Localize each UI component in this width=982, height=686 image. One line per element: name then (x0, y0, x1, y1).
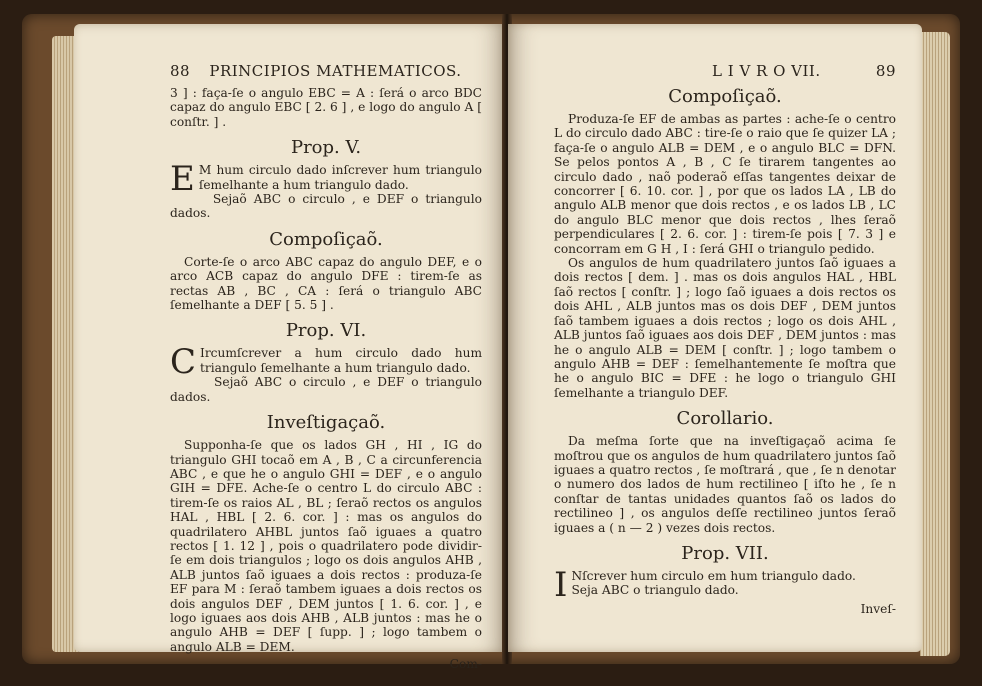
prop6-statement (170, 342, 482, 404)
composition-title-left: Compoſiçaõ. (269, 228, 383, 250)
catchword-right: Inveſ- (860, 601, 896, 616)
right-page (508, 24, 922, 652)
prop5-given: Sejaõ ABC o circulo , e DEF o triangulo dados. (170, 192, 482, 221)
open-book (22, 14, 960, 672)
prop6-title: Prop. VI. (285, 320, 367, 342)
composition-text-right-2: Os angulos de hum quadrilatero juntos ſaõ iguaes a dois rectos [ dem. ] . mas os dois angulos HAL , HBL ſaõ rectos [ conſtr. ] ; logo ſaõ iguaes a dois rectos os dois AHL , ALB juntos mas os dois DEF , DEM juntos ſaõ tambem iguaes a dois rectos ; logo os dois AHL , ALB juntos ſaõ iguaes aos dois DEF , DEM juntos : mas he o angulo ALB = DEM [ conſtr. ] ; logo tambem o angulo AHB = DEF : ſemelhantemente ſe moſtra que he o angulo BIC = DFE : he logo o triangulo GHI ſemelhante a triangulo DEF. (554, 256, 896, 400)
prop6-given: Sejaõ ABC o circulo , e DEF o triangulo dados. (170, 375, 482, 404)
prop5-text: M hum circulo dado inſcrever hum triangulo ſemelhante a hum triangulo dado. (198, 163, 482, 192)
page-number-left: 88 (170, 62, 191, 80)
catchword-left: Com- (449, 657, 482, 672)
prop7-statement (554, 564, 896, 605)
intro-paragraph: 3 ] : faça-ſe o angulo EBC = A : ſerá o arco BDC capaz do angulo EBC [ 2. 6 ] , e logo do angulo A [ conſtr. ] . (170, 86, 482, 129)
prop5-statement (170, 159, 482, 221)
corollary-title: Corollario. (676, 408, 774, 430)
prop6-dropcap: C (170, 342, 197, 383)
running-head-right: L I V R O VII. (712, 62, 821, 80)
investigation-text: Supponha-ſe que os lados GH , HI , IG do triangulo GHI tocaõ em A , B , C a circunferencia ABC , e que he o angulo GHI = DEF , e o angulo GIH = DFE. Ache-ſe o centro L do circulo ABC : tirem-ſe os raios AL , BL ; ſeraõ rectos os angulos HAL , HBL [ 2. 6. cor. ] : mas os angulos do quadrilatero AHBL juntos ſaõ iguaes a quatro rectos [ 1. 12 ] , pois o quadrilatero pode dividir-ſe em dois triangulos ; logo os dois angulos AHB , ALB juntos ſaõ iguaes a dois rectos : produza-ſe EF para M : ſeraõ tambem iguaes a dois rectos os dois angulos DEF , DEM juntos [ 1. 6. cor. ] , e logo iguaes aos dois AHB , ALB juntos : mas he o angulo AHB = DEF [ ſupp. ] ; logo tambem o angulo ALB = DEM. (170, 438, 482, 654)
composition-text-left: Corte-ſe o arco ABC capaz do angulo DEF, e o arco ACB capaz do angulo DFE : tirem-ſe as rectas AB , BC , CA : ſerá o triangulo ABC ſemelhante a DEF [ 5. 5 ] . (170, 254, 482, 313)
right-running-head (554, 62, 896, 80)
prop7-given: Seja ABC o triangulo dado. (571, 583, 739, 598)
prop7-text: Nſcrever hum circulo em hum triangulo dado. (571, 568, 856, 583)
composition-text-right: Produza-ſe EF de ambas as partes : ache-ſe o centro L do circulo dado ABC : tire-ſe o raio que ſe quizer LA ; faça-ſe o angulo ALB = DEM , e o angulo BLC = DFN. Se pelos pontos A , B , C ſe tirarem tangentes ao circulo dado , naõ poderaõ eſſas tangentes deixar de concorrer [ 6. 10. cor. ] , por que os lados LA , LB do angulo ALB menor que dois rectos , e os lados LB , LC do angulo BLC menor que dois rectos , lhes ſeraõ perpendiculares [ 2. 6. cor. ] : tirem-ſe pois [ 7. 3 ] e concorram em G H , I : ſerá GHI o triangulo pedido. (554, 112, 896, 256)
left-running-head (170, 62, 482, 80)
right-page-edges (920, 32, 950, 656)
prop5-title: Prop. V. (290, 137, 362, 159)
prop7-dropcap: I (554, 564, 568, 605)
composition-title-right: Compoſiçaõ. (668, 86, 782, 107)
left-page (74, 24, 504, 672)
prop5-dropcap: E (170, 159, 195, 200)
running-head-left: PRINCIPIOS MATHEMATICOS. (209, 62, 462, 80)
prop7-title: Prop. VII. (681, 542, 769, 564)
corollary-text: Da meſma ſorte que na inveſtigaçaõ acima ſe moſtrou que os angulos de hum quadrilatero juntos ſaõ iguaes a quatro rectos , ſe moſtrará , que , ſe n denotar o numero dos lados de hum rectilineo [ iſto he , ſe n conſtar de tantas unidades quantos ſaõ os lados do rectilineo ] , os angulos deſſe rectilineo juntos ſeraõ iguaes a ( n — 2 ) vezes dois rectos. (554, 434, 896, 535)
prop6-text: Ircumſcrever a hum circulo dado hum triangulo ſemelhante a hum triangulo dado. (200, 346, 482, 375)
page-number-right: 89 (875, 62, 896, 80)
investigation-title: Inveſtigaçaõ. (266, 412, 386, 434)
